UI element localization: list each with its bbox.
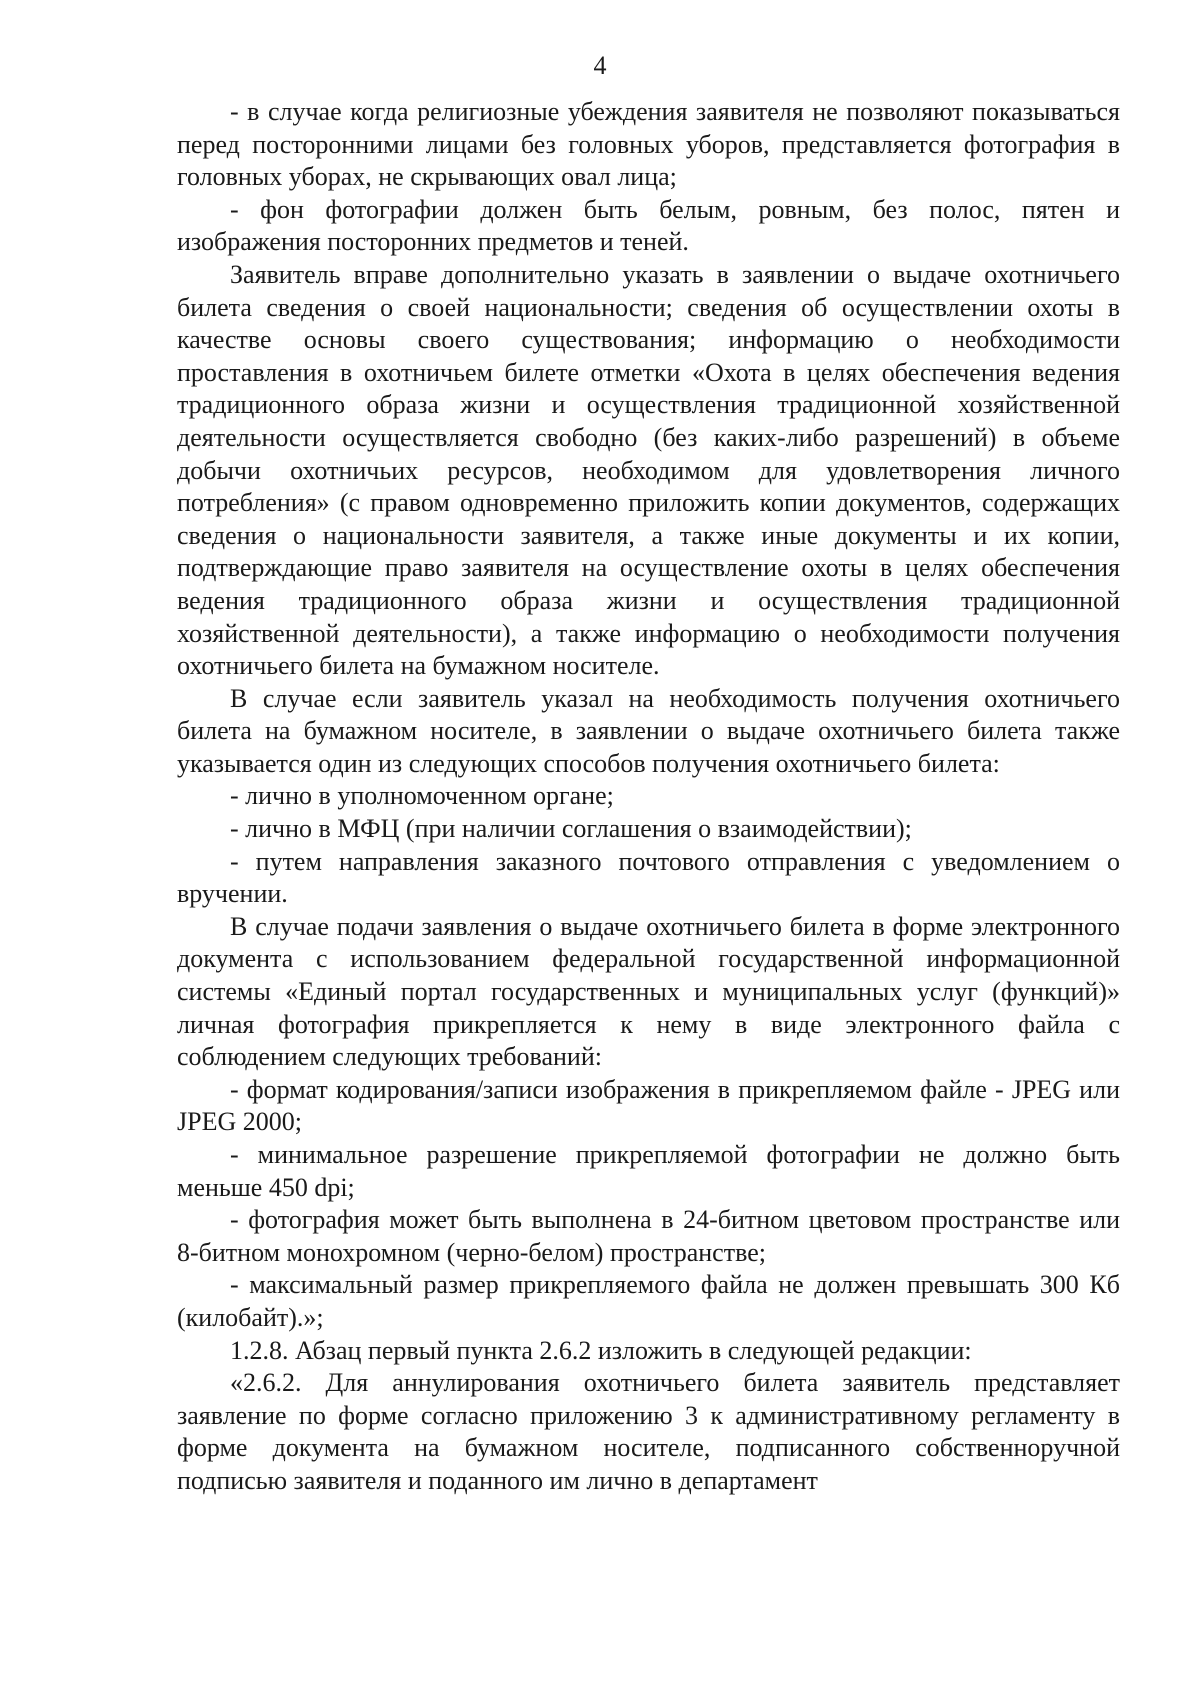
- list-item-authorized-body: - лично в уполномоченном органе;: [230, 781, 614, 811]
- list-item-color-space: - фотография может быть выполнена в 24-битном цветовом пространстве или 8-битном монохромном (черно-белом) пространстве;: [177, 1205, 1120, 1267]
- paragraph-clause-2-6-2: «2.6.2. Для аннулирования охотничьего билета заявитель представляет заявление по форме согласно приложению 3 к административному регламенту в форме документа на бумажном носителе, подписанного собственноручной подписью заявителя и поданного им лично в департамент: [177, 1368, 1120, 1495]
- paragraph-background-requirement: - фон фотографии должен быть белым, ровным, без полос, пятен и изображения посторонних предметов и теней.: [177, 194, 1120, 257]
- list-item-resolution: - минимальное разрешение прикрепляемой фотографии не должно быть меньше 450 dpi;: [177, 1140, 1120, 1202]
- list-item-file-format: - формат кодирования/записи изображения в прикрепляемом файле - JPEG или JPEG 2000;: [177, 1074, 1120, 1137]
- paragraph-electronic-application: В случае подачи заявления о выдаче охотничьего билета в форме электронного документа с использованием федеральной государственной информационной системы «Единый портал государственных и муниципальных услуг (функций)» личная фотография прикрепляется к нему в виде электронного файла с соблюдением следующих требований:: [177, 911, 1120, 1072]
- paragraph-headwear-requirement: - в случае когда религиозные убеждения заявителя не позволяют показываться перед посторонними лицами без головных уборов, представляется фотография в головных уборах, не скрывающих овал лица;: [177, 97, 1120, 192]
- page-number: 4: [593, 51, 607, 80]
- list-item-mfc: - лично в МФЦ (при наличии соглашения о взаимодействии);: [230, 814, 912, 844]
- list-item-file-size: - максимальный размер прикрепляемого файла не должен превышать 300 Кб (килобайт).»;: [177, 1270, 1120, 1332]
- document-body: [177, 96, 1120, 1498]
- list-item-postal-delivery: - путем направления заказного почтового отправления с уведомлением о вручении.: [177, 846, 1120, 909]
- paragraph-paper-ticket: В случае если заявитель указал на необходимость получения охотничьего билета на бумажном носителе, в заявлении о выдаче охотничьего билета также указывается один из следующих способов получения охотничьего билета:: [177, 683, 1120, 778]
- paragraph-amendment-1-2-8: 1.2.8. Абзац первый пункта 2.6.2 изложить в следующей редакции:: [230, 1335, 972, 1365]
- paragraph-additional-information: Заявитель вправе дополнительно указать в заявлении о выдаче охотничьего билета сведения о своей национальности; сведения об осуществлении охоты в качестве основы своего существования; информацию о необходимости проставления в охотничьем билете отметки «Охота в целях обеспечения ведения традиционного образа жизни и осуществления традиционной хозяйственной деятельности осуществляется свободно (без каких-либо разрешений) в объеме добычи охотничьих ресурсов, необходимом для удовлетворения личного потребления» (с правом одновременно приложить копии документов, содержащих сведения о национальности заявителя, а также иные документы и их копии, подтверждающие право заявителя на осуществление охоты в целях обеспечения ведения традиционного образа жизни и осуществления традиционной хозяйственной деятельности), а также информацию о необходимости получения охотничьего билета на бумажном носителе.: [177, 259, 1120, 681]
